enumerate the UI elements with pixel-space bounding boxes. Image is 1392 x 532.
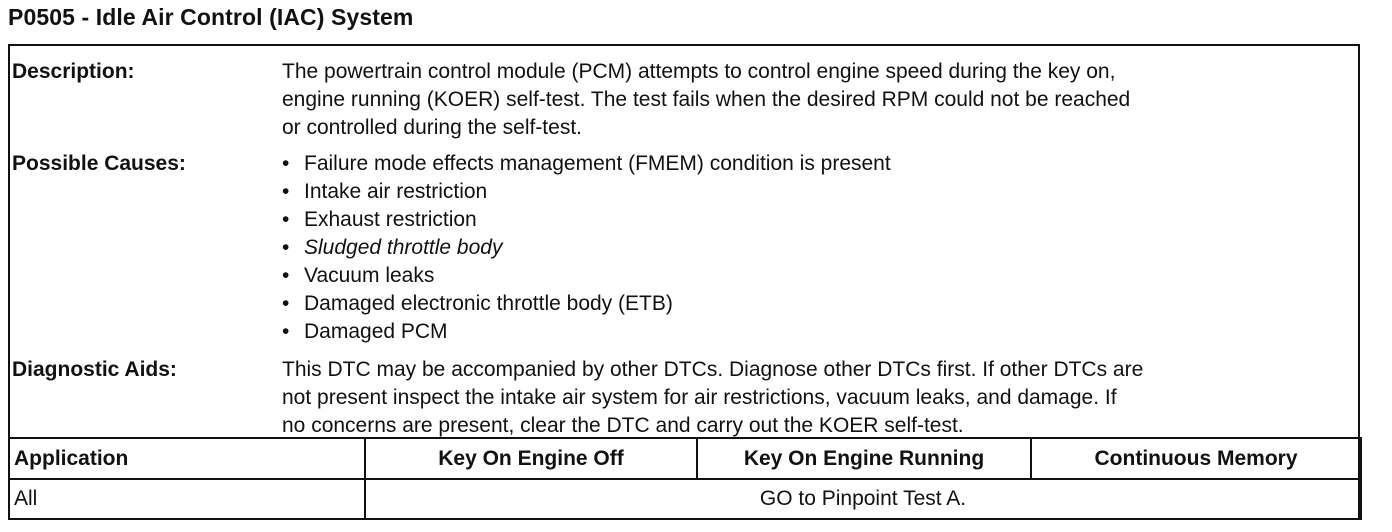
diagnostic-aids-label: Diagnostic Aids:	[12, 358, 177, 381]
possible-causes-label: Possible Causes:	[12, 152, 186, 175]
list-item: • Vacuum leaks	[282, 262, 1348, 290]
instruction-cell: GO to Pinpoint Test A.	[365, 479, 1361, 519]
column-header-koeo: Key On Engine Off	[365, 438, 697, 479]
table-header-row	[9, 438, 1361, 479]
diagnostic-aids-line: not present inspect the intake air system for air restrictions, vacuum leaks, and damage. If	[282, 386, 1117, 409]
diagnostic-aids-text	[282, 356, 1348, 440]
column-header-continuous-memory: Continuous Memory	[1031, 438, 1361, 479]
bullet-icon: •	[282, 236, 290, 259]
list-item: • Sludged throttle body	[282, 234, 1348, 262]
page-title: P0505 - Idle Air Control (IAC) System	[8, 4, 414, 30]
column-header-koer: Key On Engine Running	[697, 438, 1031, 479]
bullet-icon: •	[282, 264, 290, 287]
diagnostic-aids-line: no concerns are present, clear the DTC and carry out the KOER self-test.	[282, 414, 964, 437]
description-text	[282, 58, 1348, 142]
list-item: • Damaged PCM	[282, 318, 1348, 346]
application-cell: All	[9, 479, 365, 519]
description-line: The powertrain control module (PCM) attempts to control engine speed during the key on,	[282, 60, 1116, 83]
description-line: or controlled during the self-test.	[282, 116, 582, 139]
possible-causes-list	[282, 150, 1348, 346]
list-item: • Damaged electronic throttle body (ETB)	[282, 290, 1348, 318]
bullet-icon: •	[282, 320, 290, 343]
description-line: engine running (KOER) self-test. The test fails when the desired RPM could not be reached	[282, 88, 1131, 111]
list-item: • Exhaust restriction	[282, 206, 1348, 234]
bullet-icon: •	[282, 208, 290, 231]
bullet-icon: •	[282, 292, 290, 315]
description-label: Description:	[12, 60, 135, 83]
application-table	[8, 437, 1362, 520]
bullet-icon: •	[282, 180, 290, 203]
list-item: • Intake air restriction	[282, 178, 1348, 206]
bullet-icon: •	[282, 152, 290, 175]
table-row	[9, 479, 1361, 519]
diagnostic-aids-line: This DTC may be accompanied by other DTCs. Diagnose other DTCs first. If other DTCs are	[282, 358, 1144, 381]
list-item: • Failure mode effects management (FMEM) condition is present	[282, 150, 1348, 178]
column-header-application: Application	[9, 438, 365, 479]
